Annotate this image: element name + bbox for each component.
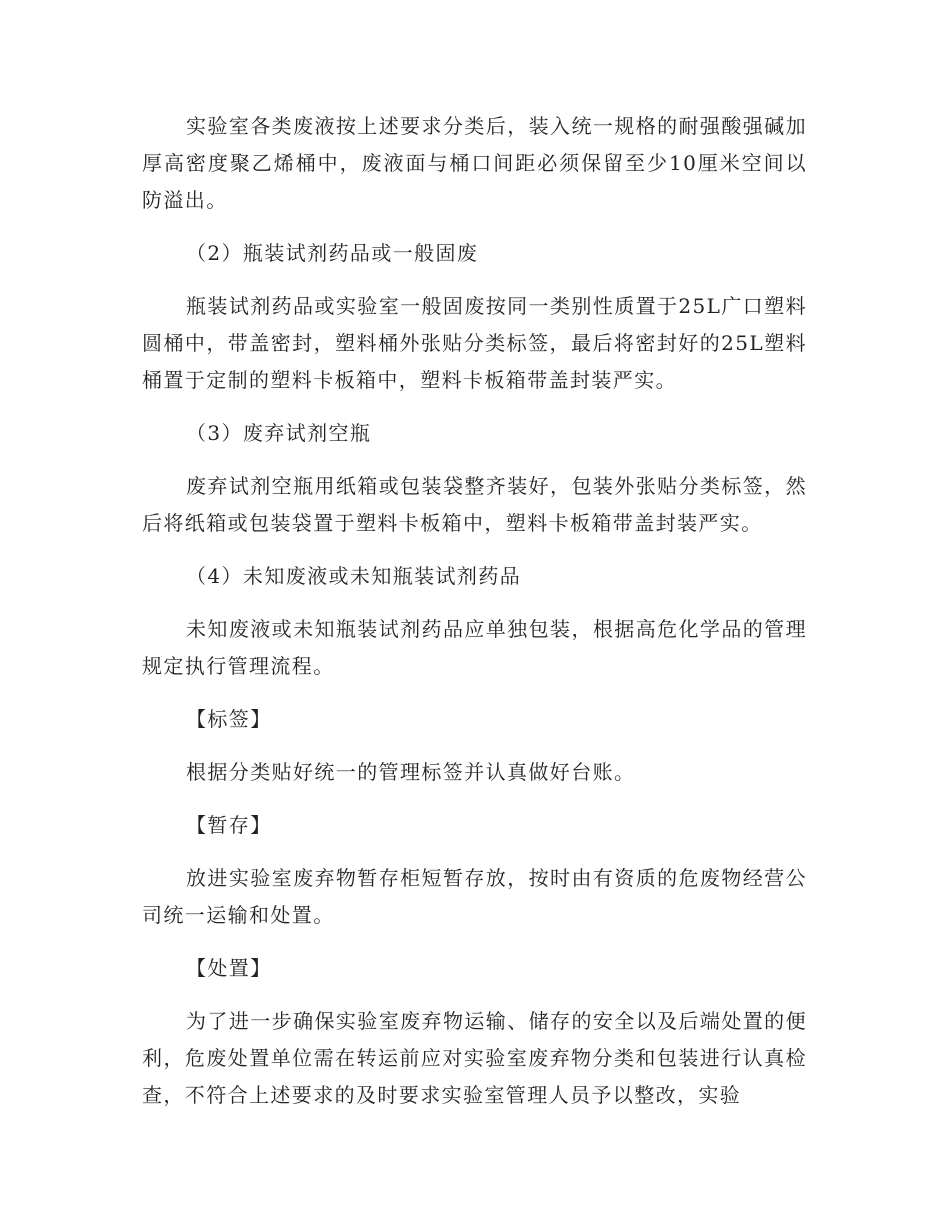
heading-label: 【标签】 [186,707,272,731]
heading-bottled-reagents: （2）瓶装试剂药品或一般固废 [186,241,479,265]
heading-empty-bottles: （3）废弃试剂空瓶 [186,421,372,445]
document-body [142,108,807,1114]
paragraph-bottled-reagents: 瓶装试剂药品或实验室一般固废按同一类别性质置于25L广口塑料圆桶中，带盖密封，塑料桶外张贴分类标签，最后将密封好的25L塑料桶置于定制的塑料卡板箱中，塑料卡板箱带盖封装严实。 [142,294,807,392]
paragraph-storage: 放进实验室废弃物暂存柜短暂存放，按时由有资质的危废物经营公司统一运输和处置。 [142,866,807,927]
paragraph-label: 根据分类贴好统一的管理标签并认真做好台账。 [186,760,636,784]
heading-disposal: 【处置】 [186,956,272,980]
paragraph-liquid-waste-packing: 实验室各类废液按上述要求分类后，装入统一规格的耐强酸强碱加厚高密度聚乙烯桶中，废液面与桶口间距必须保留至少10厘米空间以防溢出。 [142,114,807,212]
paragraph-unknown-waste: 未知废液或未知瓶装试剂药品应单独包装，根据高危化学品的管理规定执行管理流程。 [142,617,807,678]
heading-unknown-waste: （4）未知废液或未知瓶装试剂药品 [186,564,522,588]
paragraph-empty-bottles: 废弃试剂空瓶用纸箱或包装袋整齐装好，包装外张贴分类标签，然后将纸箱或包装袋置于塑料卡板箱中，塑料卡板箱带盖封装严实。 [142,474,807,535]
paragraph-disposal: 为了进一步确保实验室废弃物运输、储存的安全以及后端处置的便利，危废处置单位需在转运前应对实验室废弃物分类和包装进行认真检查，不符合上述要求的及时要求实验室管理人员予以整改，实验 [142,1009,807,1107]
heading-storage: 【暂存】 [186,813,272,837]
